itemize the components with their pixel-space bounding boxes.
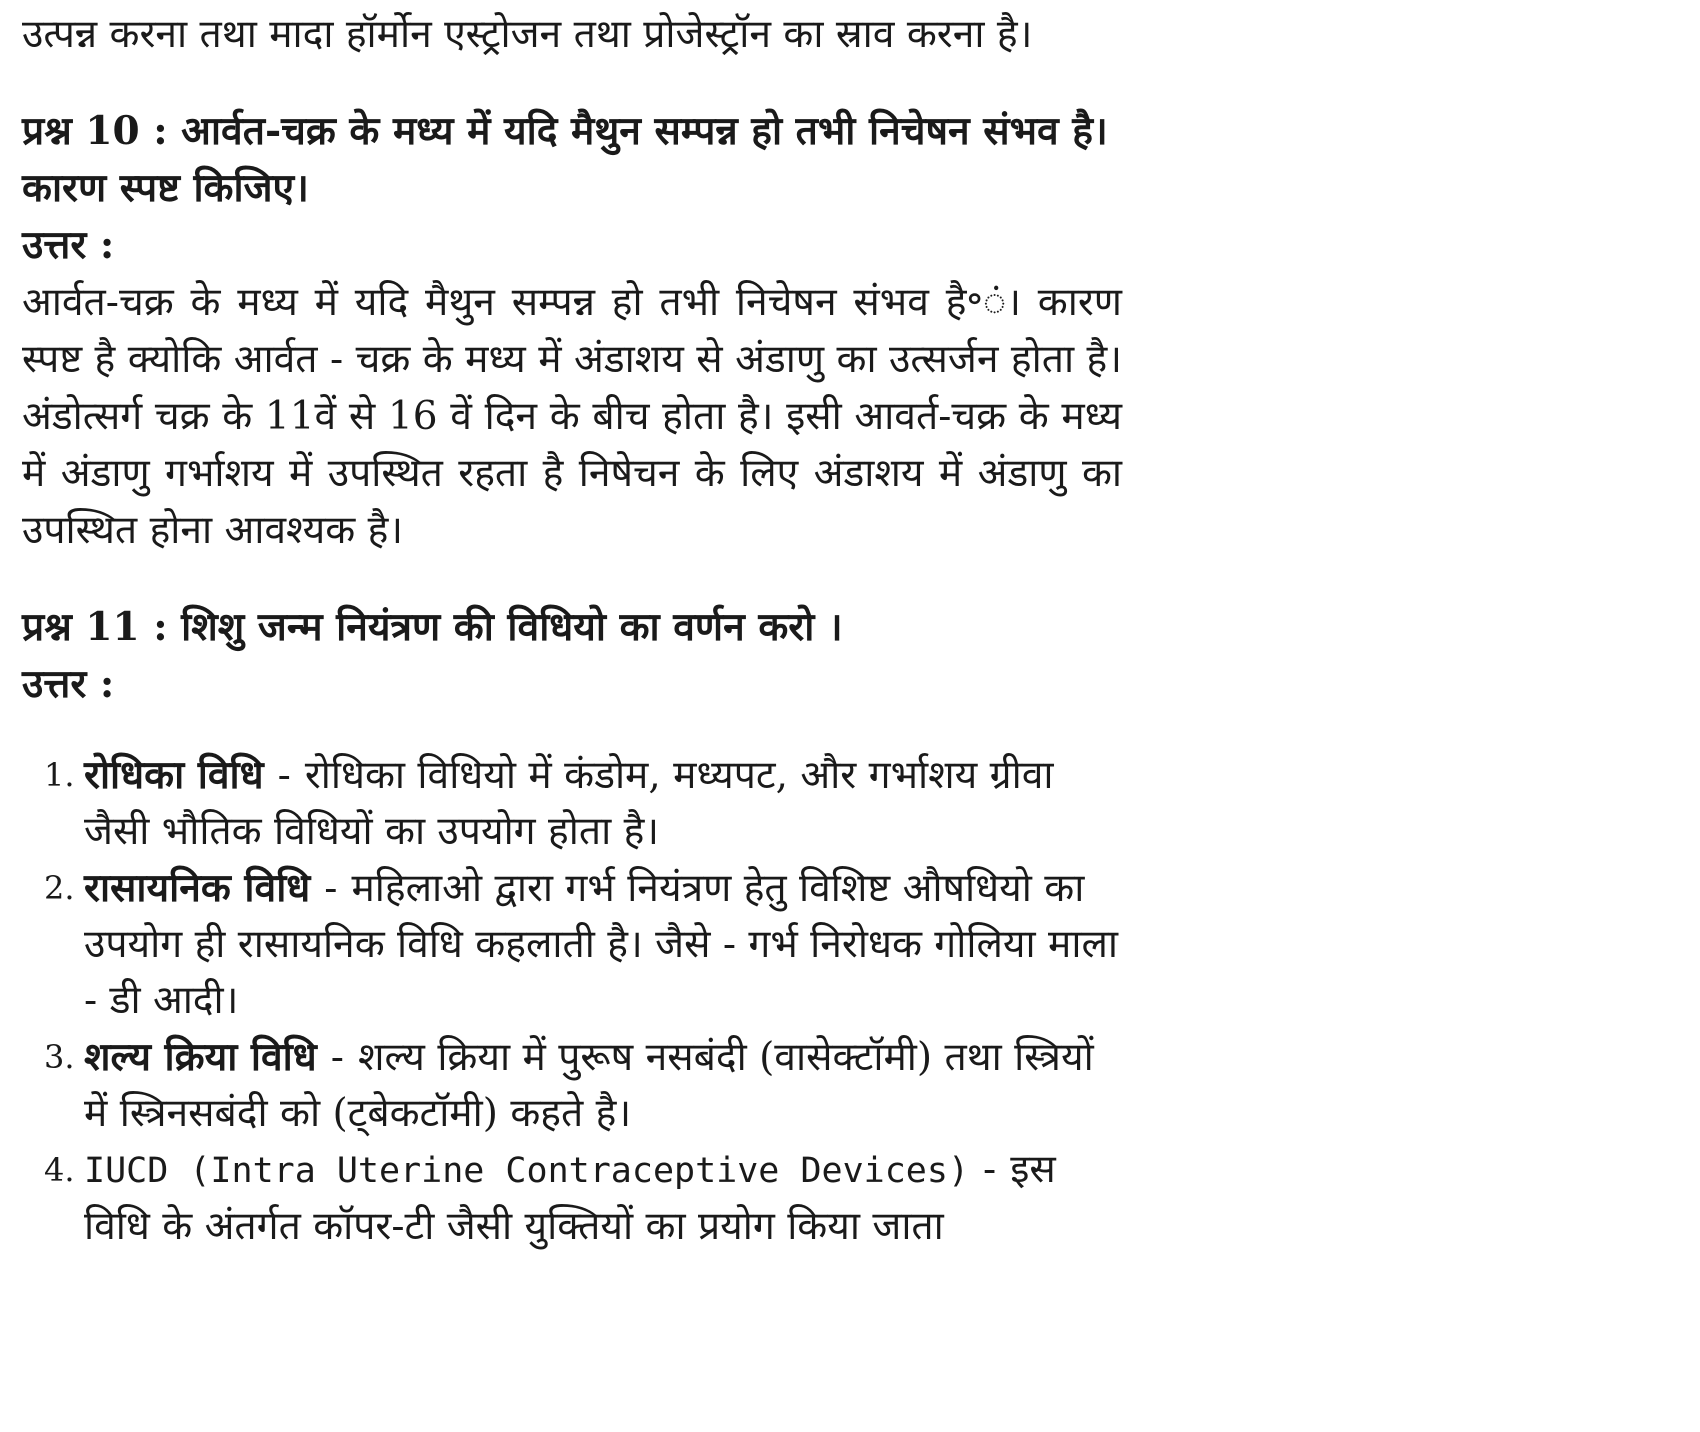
list-number: 3. bbox=[44, 1038, 75, 1076]
spacer bbox=[22, 559, 1122, 599]
list-number: 1. bbox=[44, 756, 75, 794]
method-name: रोधिका विधि bbox=[84, 752, 264, 798]
method-dash: - bbox=[330, 1035, 344, 1080]
question-10: प्रश्न 10 : आर्वत-चक्र के मध्य में यदि मैथुन सम्पन्न हो तभी निचेषन संभव है। कारण स्पष्ट किजिए। bbox=[22, 108, 1108, 211]
list-item-barrier-method bbox=[22, 747, 1122, 860]
method-text: इस विधि के अंतर्गत कॉपर-टी जैसी युक्तियों का प्रयोग किया जाता bbox=[84, 1147, 1056, 1249]
answer-10-label: उत्तर : bbox=[22, 222, 115, 268]
method-dash: - bbox=[324, 866, 338, 911]
method-name: IUCD (Intra Uterine Contraceptive Devices) bbox=[84, 1151, 970, 1191]
spacer bbox=[22, 713, 1122, 747]
document-page bbox=[22, 6, 1122, 1255]
method-dash: - bbox=[983, 1147, 997, 1192]
spacer bbox=[22, 63, 1122, 103]
list-item-surgical-method bbox=[22, 1029, 1122, 1142]
answer-10-text: आर्वत-चक्र के मध्य में यदि मैथुन सम्पन्न हो तभी निचेषन संभव है॰ं। कारण स्पष्ट है क्योकि आर्वत - चक्र के मध्य में अंडाशय से अंडाणु का उत्सर्जन होता है। अंडोत्सर्ग चक्र के 11वें से 16 वें दिन के बीच होता है। इसी आवर्त-चक्र के मध्य में अंडाणु गर्भाशय में उपस्थित रहता है निषेचन के लिए अंडाशय में अंडाणु का उपस्थित होना आवश्यक है। bbox=[22, 280, 1122, 553]
method-dash: - bbox=[277, 753, 291, 798]
answer-11-label: उत्तर : bbox=[22, 661, 115, 707]
list-item-iucd-method bbox=[22, 1142, 1122, 1255]
method-text: रोधिका विधियो में कंडोम, मध्यपट, और गर्भाशय ग्रीवा जैसी भौतिक विधियों का उपयोग होता है। bbox=[84, 753, 1054, 854]
question-11: प्रश्न 11 : शिशु जन्म नियंत्रण की विधियो का वर्णन करो । bbox=[22, 604, 843, 650]
list-number: 2. bbox=[44, 869, 75, 907]
intro-paragraph: उत्पन्न करना तथा मादा हॉर्मोन एस्ट्रोजन तथा प्रोजेस्ट्रॉन का स्राव करना है। bbox=[22, 12, 1033, 57]
list-number: 4. bbox=[44, 1151, 75, 1189]
method-text: शल्य क्रिया में पुरूष नसबंदी (वासेक्टॉमी) तथा स्त्रियों में स्त्रिनसबंदी को (ट्बेकटॉमी) कहते है। bbox=[84, 1035, 1094, 1136]
method-text: महिलाओ द्वारा गर्भ नियंत्रण हेतु विशिष्ट औषधियो का उपयोग ही रासायनिक विधि कहलाती है। जैसे - गर्भ निरोधक गोलिया माला - डी आदी। bbox=[84, 866, 1118, 1023]
list-item-chemical-method bbox=[22, 860, 1122, 1029]
method-name: रासायनिक विधि bbox=[84, 865, 311, 911]
method-name: शल्य क्रिया विधि bbox=[84, 1034, 317, 1080]
methods-list bbox=[22, 747, 1122, 1255]
